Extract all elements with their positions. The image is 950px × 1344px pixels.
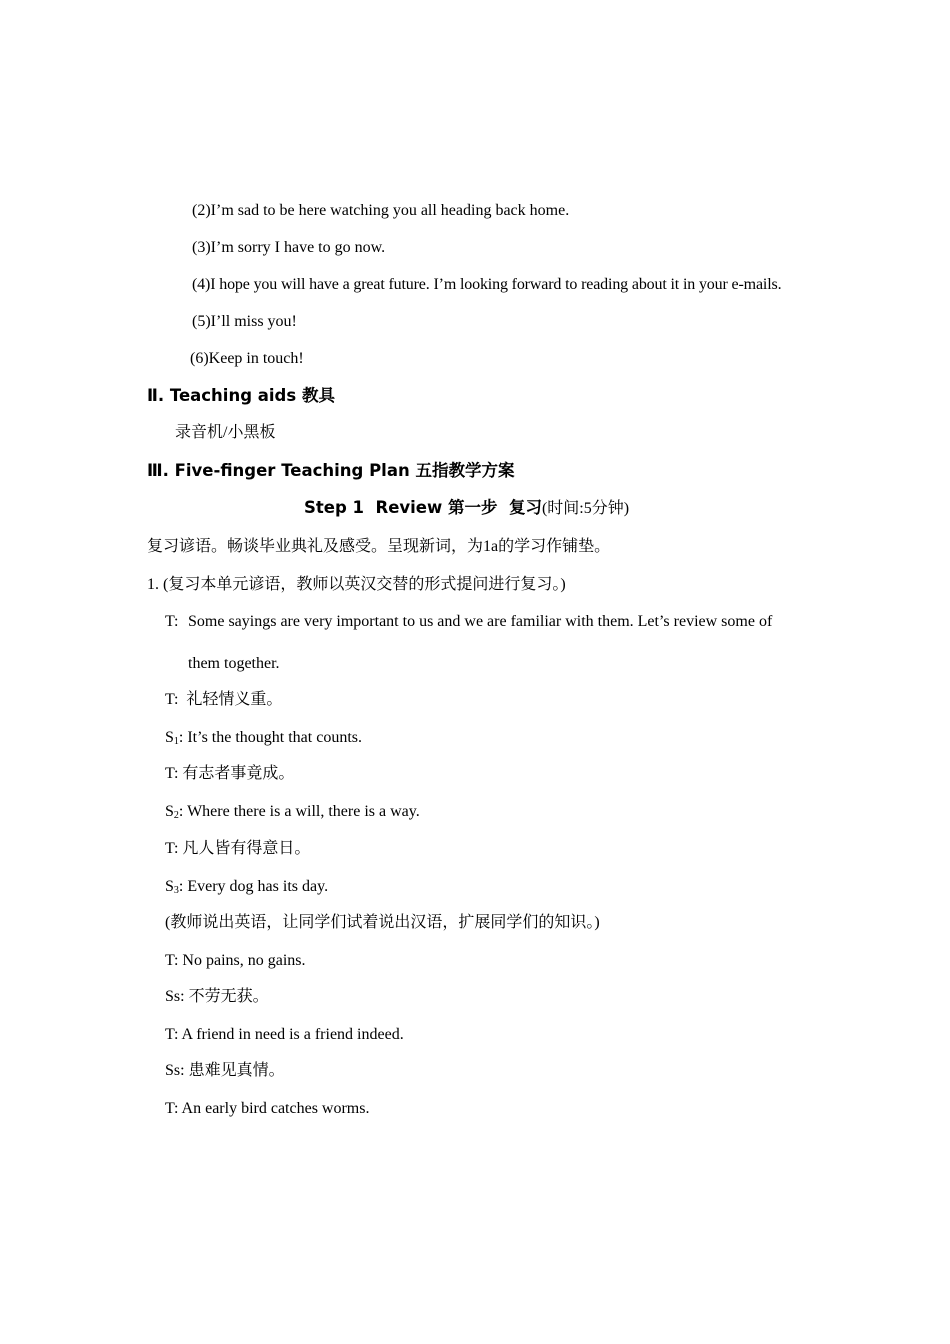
step1-item-1: 1. (复习本单元谚语，教师以英汉交替的形式提问进行复习。) bbox=[147, 576, 566, 593]
section-heading-cn: 五指教学方案 bbox=[415, 461, 515, 480]
dialogue-t4: T: 凡人皆有得意日。 bbox=[165, 840, 311, 857]
speaker-subscript: 3 bbox=[173, 885, 179, 896]
section-heading-cn: 教具 bbox=[301, 386, 335, 405]
dialogue-text: Some sayings are very important to us and we are familiar with them. Let’s review some of bbox=[188, 613, 773, 630]
speaker-label: S bbox=[165, 878, 174, 895]
dialogue-t6: T: A friend in need is a friend indeed. bbox=[165, 1026, 404, 1043]
section-heading-teaching-plan bbox=[147, 461, 514, 481]
step1-heading bbox=[304, 498, 629, 519]
speaker-label: S bbox=[165, 803, 174, 820]
speaker-subscript: 2 bbox=[173, 810, 179, 821]
dialogue-ss2: Ss: 患难见真情。 bbox=[165, 1062, 285, 1079]
dialogue-s3 bbox=[165, 877, 328, 897]
objective-line-5: (5)I’ll miss you! bbox=[192, 313, 297, 330]
dialogue-s2 bbox=[165, 802, 420, 822]
dialogue-text: : It’s the thought that counts. bbox=[178, 729, 362, 746]
speaker-label: T: bbox=[165, 613, 179, 630]
dialogue-t2: T: 礼轻情义重。 bbox=[165, 691, 283, 708]
speaker-subscript: 1 bbox=[173, 736, 179, 747]
dialogue-s1 bbox=[165, 728, 362, 748]
dialogue-t5: T: No pains, no gains. bbox=[165, 952, 306, 969]
objective-line-2: (2)I’m sad to be here watching you all heading back home. bbox=[192, 202, 570, 219]
section-heading-teaching-aids bbox=[147, 386, 335, 406]
dialogue-ss1: Ss: 不劳无获。 bbox=[165, 988, 269, 1005]
dialogue-t3: T: 有志者事竟成。 bbox=[165, 765, 295, 782]
dialogue-text: : Where there is a will, there is a way. bbox=[178, 803, 420, 820]
section-heading-en: Ⅱ. Teaching aids bbox=[147, 386, 297, 405]
dialogue-t7: T: An early bird catches worms. bbox=[165, 1100, 370, 1117]
step1-time: (时间:5分钟) bbox=[541, 500, 630, 517]
objective-line-3: (3)I’m sorry I have to go now. bbox=[192, 239, 386, 256]
speaker-label: S bbox=[165, 729, 174, 746]
section-heading-en: Ⅲ. Five-finger Teaching Plan bbox=[147, 461, 410, 480]
dialogue-text: : Every dog has its day. bbox=[178, 878, 329, 895]
objective-line-4: (4)I hope you will have a great future. I’m looking forward to reading about it in your e-mails. bbox=[192, 276, 782, 293]
dialogue-t1-line1 bbox=[165, 612, 773, 632]
objective-line-6: (6)Keep in touch! bbox=[190, 350, 304, 367]
step1-intro: 复习谚语。畅谈毕业典礼及感受。呈现新词，为1a的学习作铺垫。 bbox=[147, 538, 611, 555]
step1-title: Step 1 Review 第一步 复习 bbox=[304, 498, 542, 517]
teacher-note: (教师说出英语，让同学们试着说出汉语，扩展同学们的知识。) bbox=[165, 914, 600, 931]
teaching-aids-content: 录音机/小黑板 bbox=[175, 424, 276, 441]
dialogue-t1-line2: them together. bbox=[188, 655, 280, 672]
